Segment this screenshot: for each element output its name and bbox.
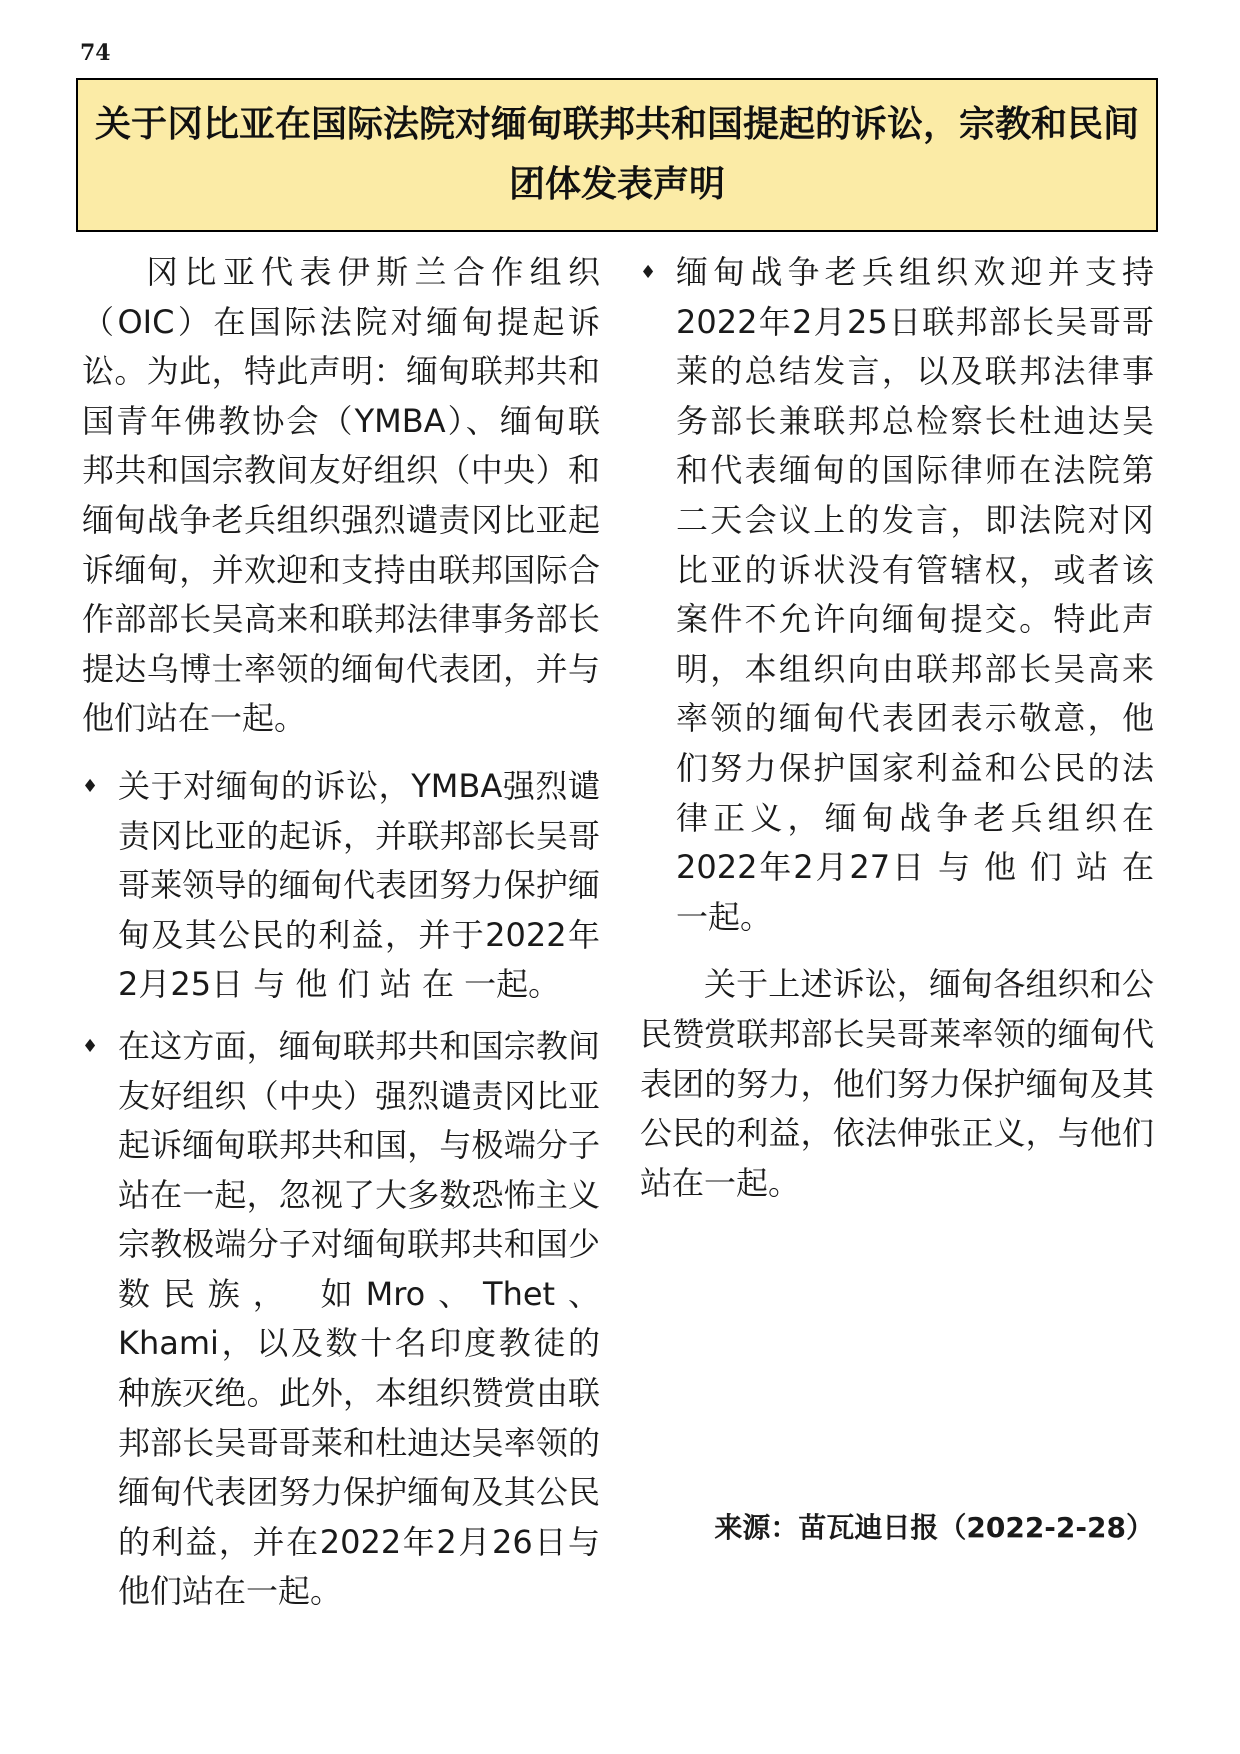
page-number: 74	[80, 40, 111, 66]
source-citation: 来源：苗瓦迪日报（2022-2-28）	[714, 1511, 1154, 1544]
bullet-text: 在这方面，缅甸联邦共和国宗教间友好组织（中央）强烈谴责冈比亚起诉缅甸联邦共和国，与极端分子站在一起，忽视了大多数恐怖主义宗教极端分子对缅甸联邦共和国少数民族， 如Mro、Thet、Khami，以及数十名印度教徒的种族灭绝。此外，本组织赞赏由联邦部长吴哥哥莱和杜迪达吴率领的缅甸代表团努力保护缅甸及其公民的利益，并在2022年2月26日与他们站在一起。	[118, 1026, 600, 1611]
bullet-item-ymba	[82, 762, 600, 1010]
bullet-item-veterans	[640, 248, 1154, 942]
bullet-diamond-icon: ♦	[82, 1035, 99, 1057]
article-title: 关于冈比亚在国际法院对缅甸联邦共和国提起的诉讼，宗教和民间团体发表声明	[94, 104, 1139, 205]
left-column	[82, 248, 600, 1617]
bullet-text: 关于对缅甸的诉讼，YMBA强烈谴责冈比亚的起诉，并联邦部长吴哥哥莱领导的缅甸代表团努力保护缅甸及其公民的利益，并于2022年2月25日 与 他 们 站 在 一起。	[118, 766, 600, 1004]
closing-paragraph: 关于上述诉讼，缅甸各组织和公民赞赏联邦部长吴哥莱率领的缅甸代表团的努力，他们努力保护缅甸及其公民的利益，依法伸张正义，与他们站在一起。	[640, 965, 1154, 1202]
bullet-diamond-icon: ♦	[640, 262, 657, 283]
intro-paragraph: 冈比亚代表伊斯兰合作组织（OIC）在国际法院对缅甸提起诉讼。为此，特此声明：缅甸联邦共和国青年佛教协会（YMBA）、缅甸联邦共和国宗教间友好组织（中央）和缅甸战争老兵组织强烈谴责冈比亚起诉缅甸，并欢迎和支持由联邦国际合作部部长吴高来和联邦法律事务部长提达乌博士率领的缅甸代表团，并与他们站在一起。	[82, 253, 600, 738]
title-box	[76, 78, 1158, 232]
bullet-text: 缅甸战争老兵组织欢迎并支持2022年2月25日联邦部长吴哥哥莱的总结发言，以及联邦法律事务部长兼联邦总检察长杜迪达吴和代表缅甸的国际律师在法院第二天会议上的发言，即法院对冈比亚的诉状没有管辖权，或者该案件不允许向缅甸提交。特此声明，本组织向由联邦部长吴高来率领的缅甸代表团表示敬意，他们努力保护国家利益和公民的法律正义，缅甸战争老兵组织在2022年2月27日 与 他 们 站 在 一起。	[676, 253, 1154, 936]
right-column	[640, 248, 1154, 1208]
bullet-item-interfaith	[82, 1022, 600, 1617]
bullet-diamond-icon: ♦	[82, 775, 99, 797]
